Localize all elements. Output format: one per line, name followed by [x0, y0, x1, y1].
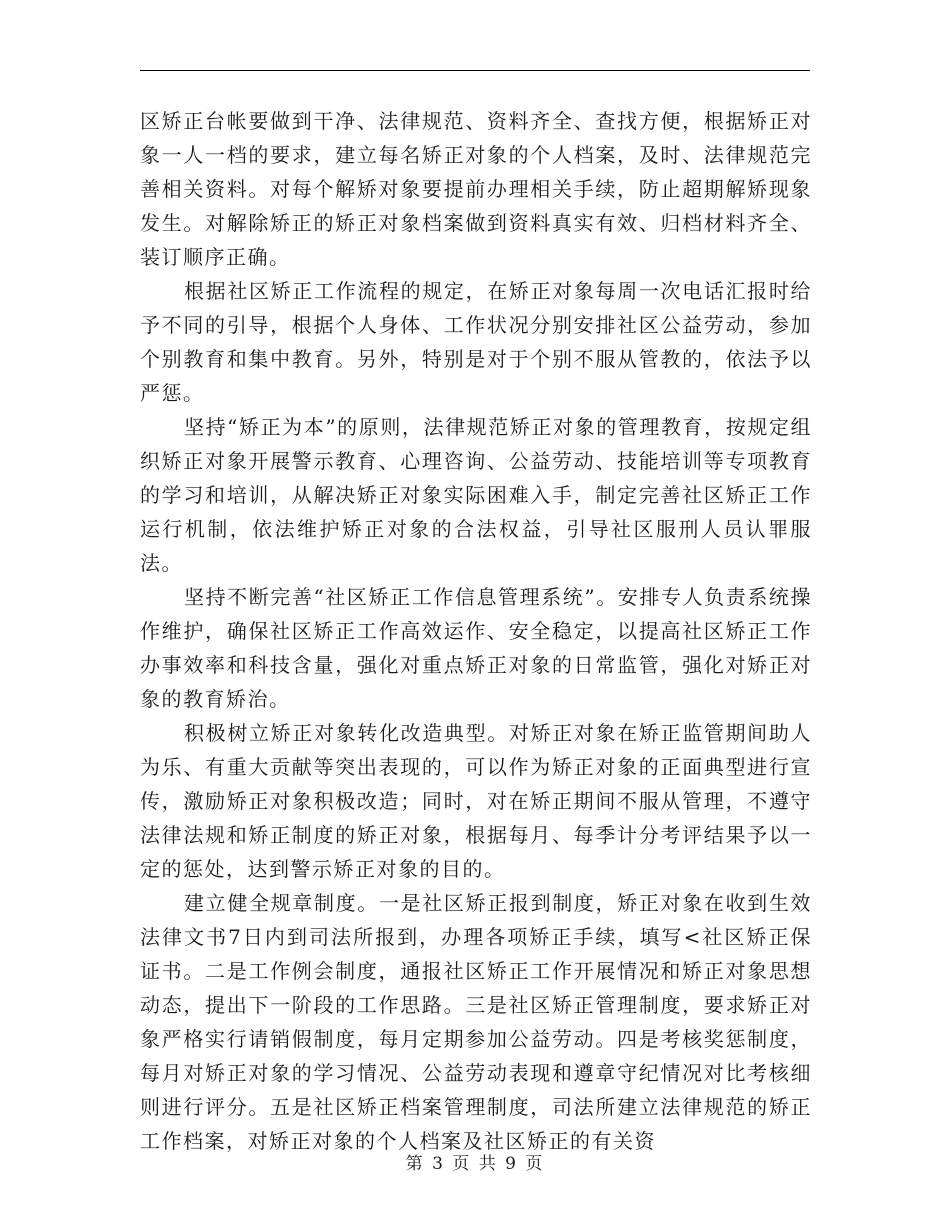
- paragraph-model-examples: 积极树立矫正对象转化改造典型。对矫正对象在矫正监管期间助人为乐、有重大贡献等突出表现的，可以作为矫正对象的正面典型进行宣传，激励矫正对象积极改造；同时，对在矫正期间不服从管理，不遵守法律法规和矫正制度的矫正对象，根据每月、每季计分考评结果予以一定的惩处，达到警示矫正对象的目的。: [140, 721, 812, 881]
- header-rule: [140, 70, 810, 71]
- paragraph-rules-system: 建立健全规章制度。一是社区矫正报到制度，矫正对象在收到生效法律文书7日内到司法所报到，办理各项矫正手续，填写<社区矫正保证书。二是工作例会制度，通报社区矫正工作开展情况和矫正对象思想动态，提出下一阶段的工作思路。三是社区矫正管理制度，要求矫正对象严格实行请销假制度，每月定期参加公益劳动。四是考核奖惩制度，每月对矫正对象的学习情况、公益劳动表现和遵章守纪情况对比考核细则进行评分。五是社区矫正档案管理制度，司法所建立法律规范的矫正工作档案，对矫正对象的个人档案及社区矫正的有关资: [140, 891, 812, 1153]
- paragraph-reporting-guidance: 根据社区矫正工作流程的规定，在矫正对象每周一次电话汇报时给予不同的引导，根据个人身体、工作状况分别安排社区公益劳动，参加个别教育和集中教育。另外，特别是对于个别不服从管教的，依法予以严惩。: [140, 279, 812, 405]
- paragraph-information-system: 坚持不断完善“社区矫正工作信息管理系统”。安排专人负责系统操作维护，确保社区矫正工作高效运作、安全稳定，以提高社区矫正工作办事效率和科技含量，强化对重点矫正对象的日常监管，强化对矫正对象的教育矫治。: [140, 585, 812, 711]
- paragraph-correction-principle: 坚持“矫正为本”的原则，法律规范矫正对象的管理教育，按规定组织矫正对象开展警示教育、心理咨询、公益劳动、技能培训等专项教育的学习和培训，从解决矫正对象实际困难入手，制定完善社区矫正工作运行机制，依法维护矫正对象的合法权益，引导社区服刑人员认罪服法。: [140, 415, 812, 575]
- document-body: [140, 104, 812, 1158]
- page-number-footer: 第 3 页 共 9 页: [405, 1154, 545, 1174]
- paragraph-continuation: 区矫正台帐要做到干净、法律规范、资料齐全、查找方便，根据矫正对象一人一档的要求，建立每名矫正对象的个人档案，及时、法律规范完善相关资料。对每个解矫对象要提前办理相关手续，防止超期解矫现象发生。对解除矫正的矫正对象档案做到资料真实有效、归档材料齐全、装订顺序正确。: [140, 109, 812, 269]
